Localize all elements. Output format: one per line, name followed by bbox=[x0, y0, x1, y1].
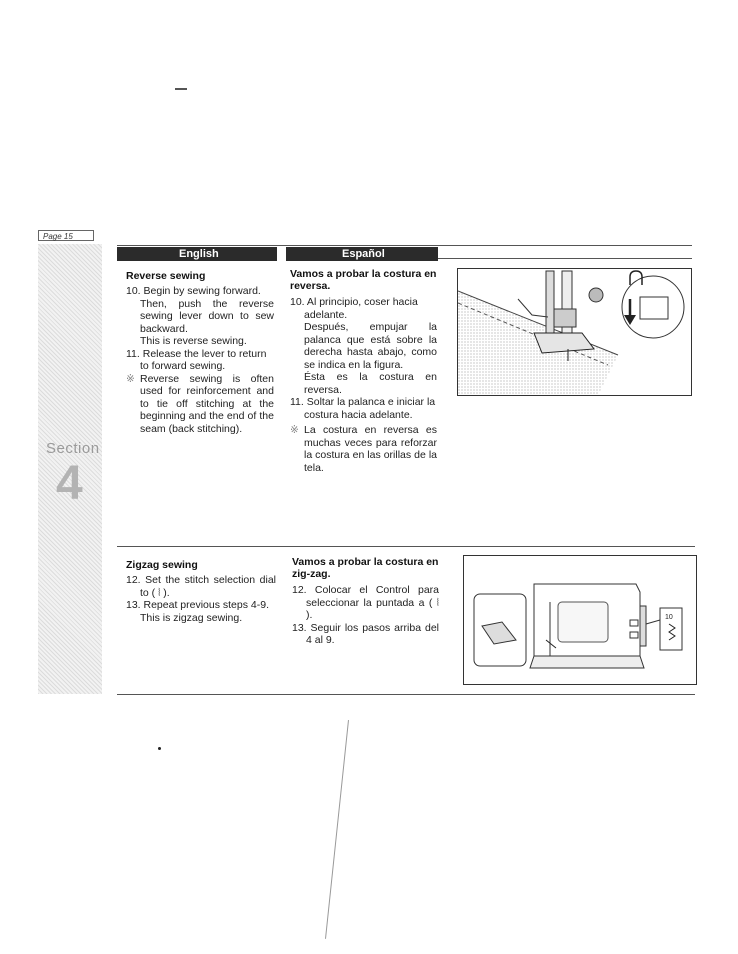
zigzag-step12-es: 12. Colocar el Control para seleccionar la puntada a ( ⦚ ). bbox=[292, 584, 439, 621]
language-tab-spanish: Español bbox=[286, 247, 438, 261]
zigzag-step12-en: 12. Set the stitch selection dial to ( ⦚ ). bbox=[126, 574, 276, 599]
reverse-steps-es bbox=[290, 296, 437, 474]
reverse-heading-es: Vamos a probar la costura en reversa. bbox=[290, 268, 437, 292]
zigzag-sewing-figure bbox=[463, 555, 697, 685]
reverse-heading-en: Reverse sewing bbox=[126, 270, 206, 282]
reverse-step11-en: 11. Release the lever to return to forward sewing. bbox=[126, 347, 267, 372]
reverse-note-es bbox=[290, 424, 437, 474]
reverse-note-text-es: La costura en reversa es muchas veces para reforzar la costura en las orillas de la tela. bbox=[304, 424, 437, 474]
reverse-step11-es: 11. Soltar la palanca e iniciar la costura hacia adelante. bbox=[290, 396, 436, 421]
section-divider bbox=[117, 546, 695, 547]
reverse-step10-detail-en: Then, push the reverse sewing lever down to sew backward. bbox=[140, 297, 274, 335]
section-label: Section bbox=[46, 440, 100, 457]
zigzag-steps-es bbox=[292, 584, 439, 647]
zigzag-heading-en: Zigzag sewing bbox=[126, 559, 198, 571]
note-mark-icon: ※ bbox=[290, 424, 299, 436]
reverse-step10-es: 10. Al principio, coser hacia adelante. bbox=[290, 296, 418, 321]
note-mark-icon: ※ bbox=[126, 372, 135, 385]
header-rule-right bbox=[438, 258, 692, 259]
sewing-machine-illustration bbox=[464, 556, 696, 684]
zigzag-step13-en: 13. Repeat previous steps 4-9. bbox=[126, 599, 270, 611]
reverse-steps-en bbox=[126, 285, 274, 435]
zigzag-steps-en bbox=[126, 574, 276, 624]
header-rule bbox=[117, 245, 692, 246]
scan-dot bbox=[158, 747, 161, 750]
reverse-step10-result-es: Ésta es la costura en reversa. bbox=[304, 371, 437, 396]
presser-foot-illustration bbox=[458, 269, 691, 395]
reverse-step10-detail-es: Después, empujar la palanca que está sobre la derecha hasta abajo, como se indica en la figura. bbox=[304, 321, 437, 371]
footer-rule bbox=[117, 694, 695, 695]
reverse-sewing-figure bbox=[457, 268, 692, 396]
scan-mark bbox=[175, 88, 187, 90]
zigzag-heading-es: Vamos a probar la costura en zig-zag. bbox=[292, 556, 439, 580]
page-label: Page 15 bbox=[38, 230, 94, 241]
reverse-step10-en: 10. Begin by sewing forward. bbox=[126, 285, 261, 297]
dial-number-label: 10 bbox=[665, 614, 673, 621]
zigzag-step13-result-en: This is zigzag sewing. bbox=[140, 611, 243, 624]
language-tab-english: English bbox=[117, 247, 277, 261]
reverse-note-text-en: Reverse sewing is often used for reinforcement and to tie off stitching at the beginning and the end of the seam (back stitching). bbox=[140, 372, 274, 435]
reverse-step10-result-en: This is reverse sewing. bbox=[140, 335, 247, 347]
section-number: 4 bbox=[56, 457, 83, 510]
scan-line bbox=[325, 720, 349, 939]
reverse-note-en bbox=[126, 373, 274, 436]
zigzag-step13-es: 13. Seguir los pasos arriba del 4 al 9. bbox=[292, 621, 439, 646]
